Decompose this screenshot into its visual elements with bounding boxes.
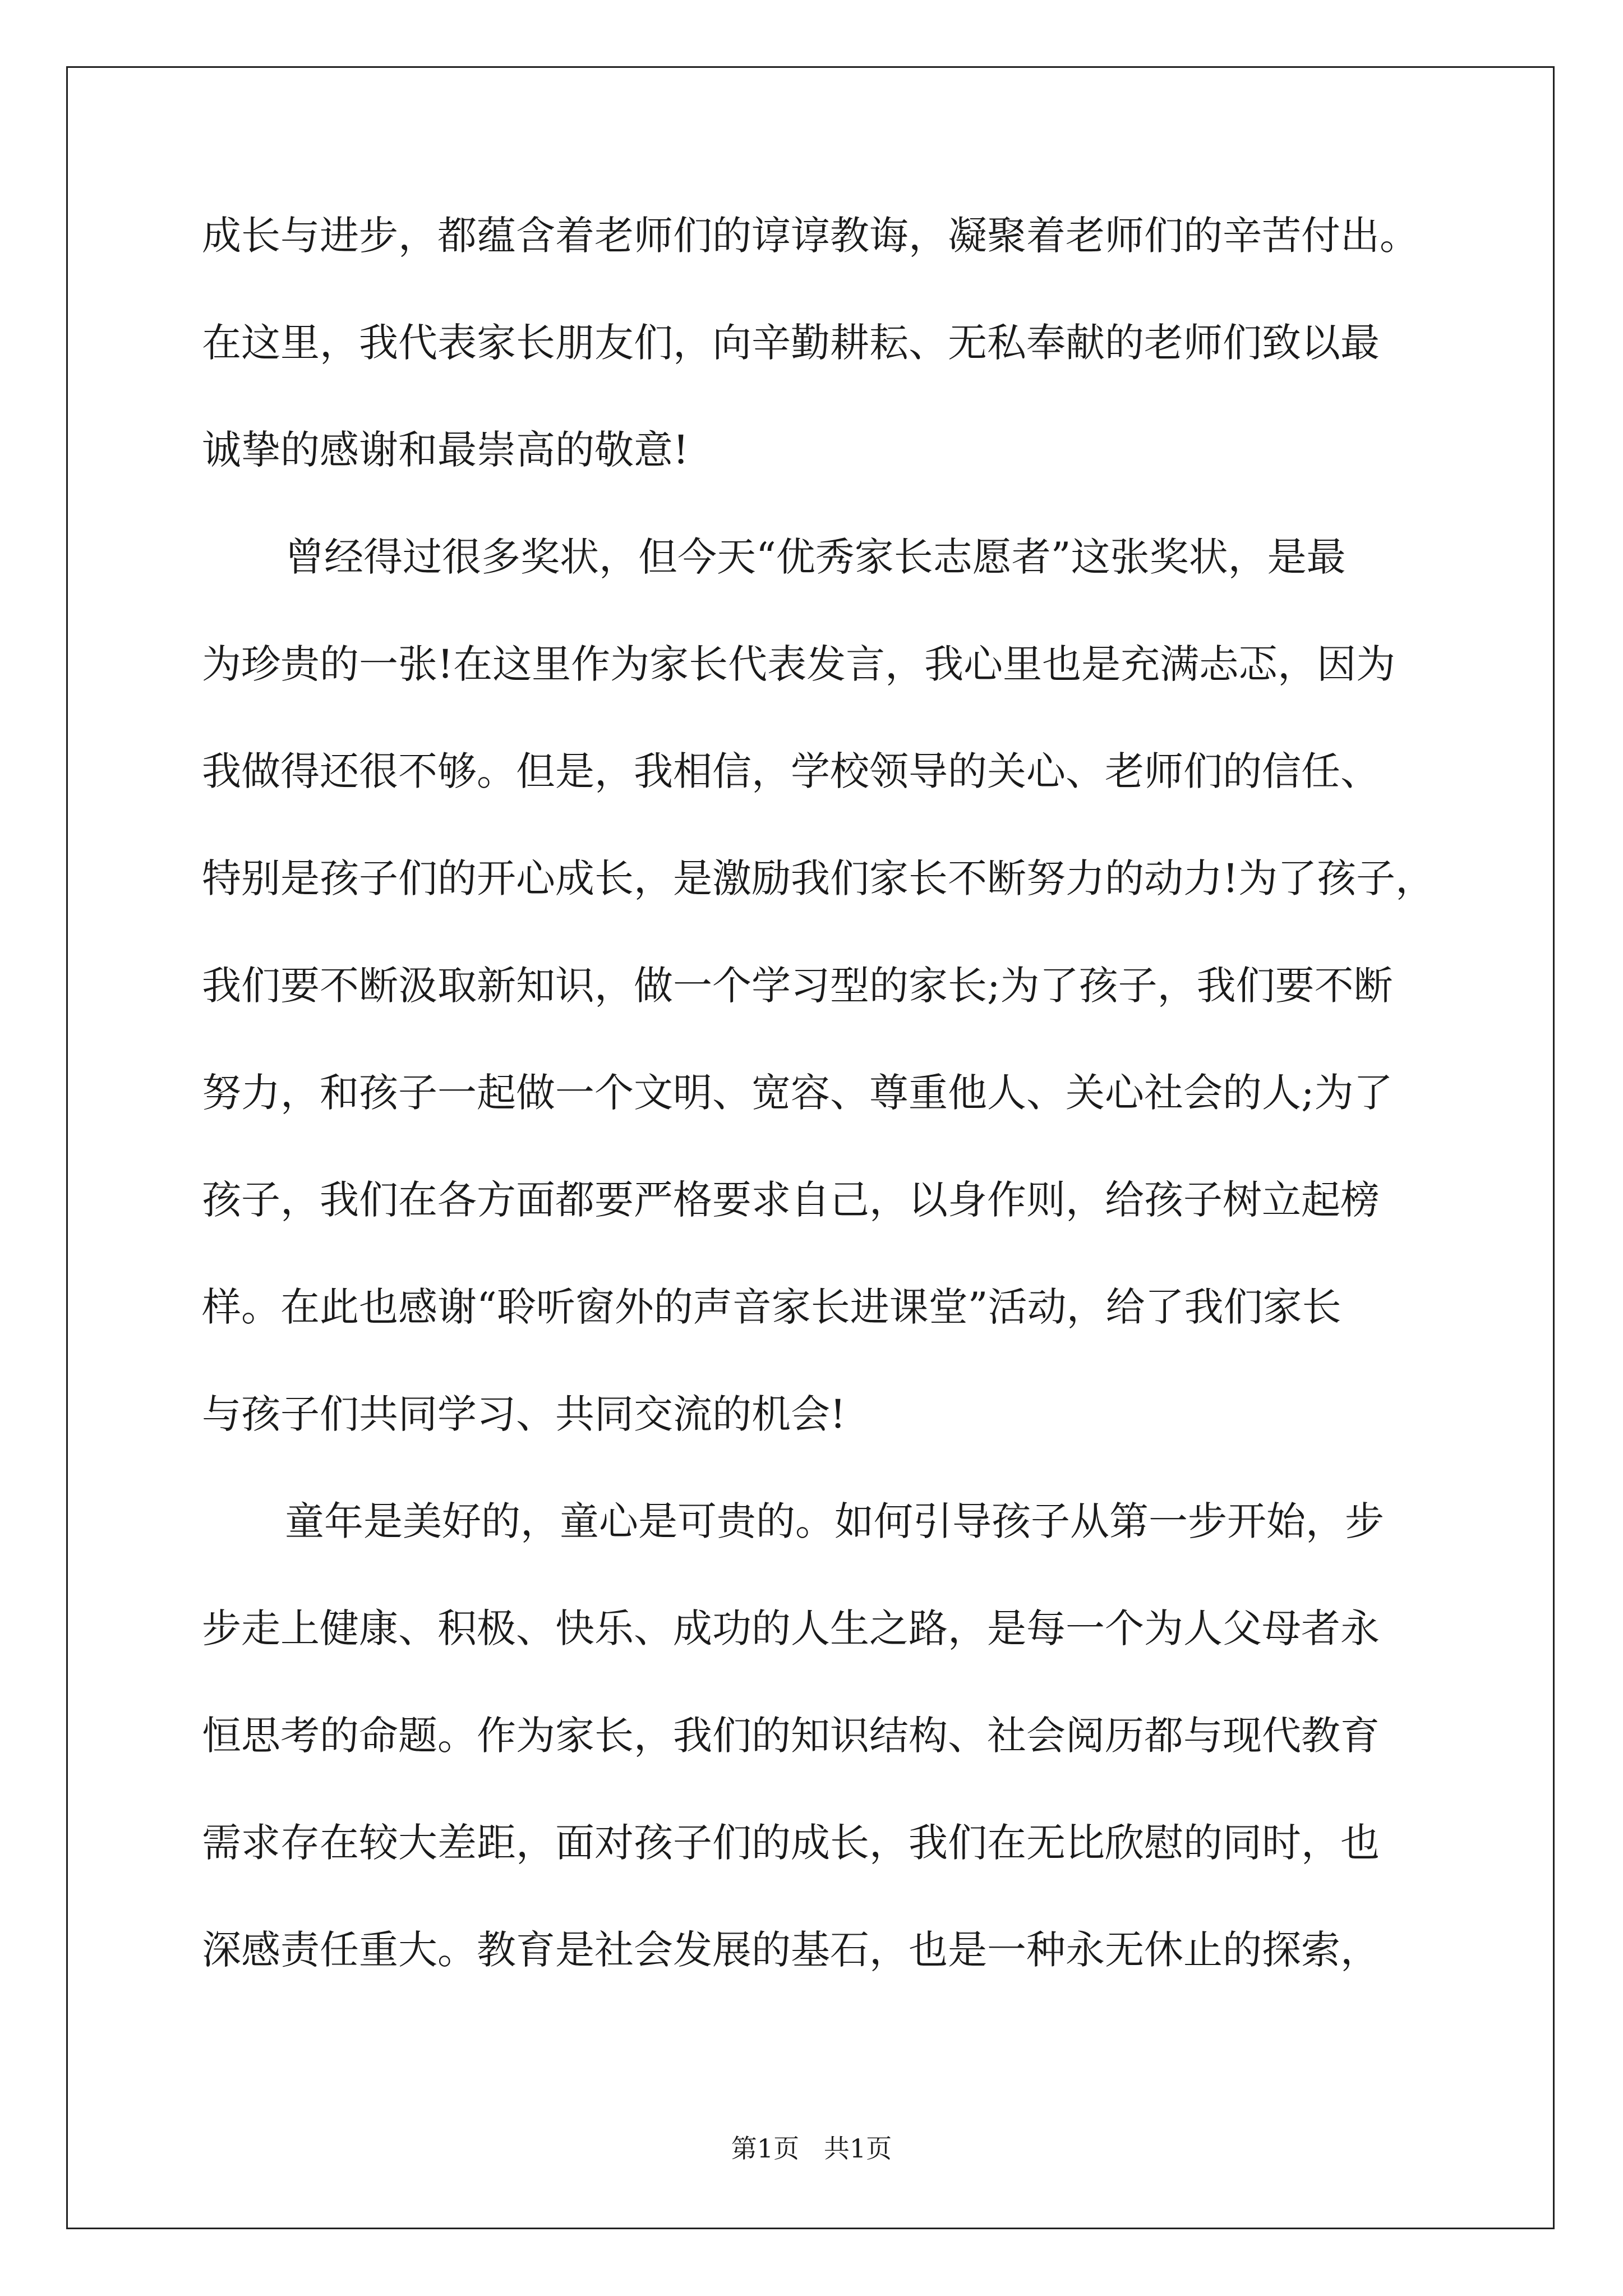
page-number-footer: 第1页 共1页 bbox=[731, 2133, 892, 2164]
text-line: 努力，和孩子一起做一个文明、宽容、尊重他人、关心社会的人;为了 bbox=[202, 1070, 1393, 1116]
document-body bbox=[202, 202, 1436, 2023]
paragraph-start-line: 童年是美好的，童心是可贵的。如何引导孩子从第一步开始，步 bbox=[285, 1498, 1384, 1544]
text-line: 与孩子们共同学习、共同交流的机会! bbox=[202, 1391, 846, 1437]
text-line: 深感责任重大。教育是社会发展的基石，也是一种永无休止的探索， bbox=[202, 1927, 1380, 1973]
text-line: 在这里，我代表家长朋友们，向辛勤耕耘、无私奉献的老师们致以最 bbox=[202, 320, 1380, 366]
text-line: 步走上健康、积极、快乐、成功的人生之路，是每一个为人父母者永 bbox=[202, 1605, 1380, 1651]
text-line: 我们要不断汲取新知识，做一个学习型的家长;为了孩子，我们要不断 bbox=[202, 963, 1393, 1009]
text-line: 需求存在较大差距，面对孩子们的成长，我们在无比欣慰的同时，也 bbox=[202, 1820, 1380, 1866]
text-line: 样。在此也感谢“聆听窗外的声音家长进课堂”活动，给了我们家长 bbox=[202, 1284, 1341, 1330]
paragraph-start-line: 曾经得过很多奖状，但今天“优秀家长志愿者”这张奖状，是最 bbox=[285, 534, 1346, 580]
text-line: 特别是孩子们的开心成长，是激励我们家长不断努力的动力!为了孩子， bbox=[202, 855, 1435, 901]
text-line: 我做得还很不够。但是，我相信，学校领导的关心、老师们的信任、 bbox=[202, 748, 1380, 794]
text-line: 孩子，我们在各方面都要严格要求自己，以身作则，给孩子树立起榜 bbox=[202, 1177, 1380, 1223]
text-line: 诚挚的感谢和最崇高的敬意! bbox=[202, 427, 689, 473]
text-line: 成长与进步，都蕴含着老师们的谆谆教诲，凝聚着老师们的辛苦付出。 bbox=[202, 213, 1419, 259]
text-line: 为珍贵的一张!在这里作为家长代表发言，我心里也是充满忐忑，因为 bbox=[202, 641, 1396, 687]
text-line: 恒思考的命题。作为家长，我们的知识结构、社会阅历都与现代教育 bbox=[202, 1713, 1380, 1759]
